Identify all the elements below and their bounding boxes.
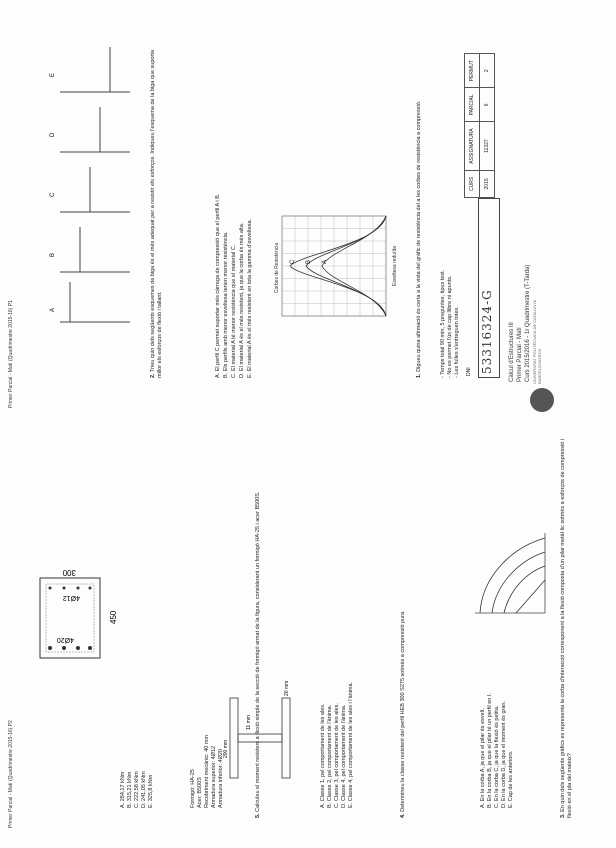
rc-section-figure — [20, 558, 135, 678]
beam-label: C — [50, 192, 56, 197]
course-title: Càlcul d'Estructures III — [509, 322, 515, 382]
answer-option[interactable]: C. 222,58 kNm — [134, 771, 140, 808]
answer-option[interactable]: D. El material A és el més resistent, ja que la corba és més alta. — [239, 222, 245, 378]
instruction-line: - Les fulles s'entreguen totes. — [454, 306, 460, 378]
data-line: Armadura inferior: 4Ø20 — [218, 749, 224, 808]
question-text: Trieu quin dels següents esquemes de biga és el més adequat per a resistir els esforços. Indiqueu l'esquema de la biga que suporta millor els esforços de flexió i tallant. — [150, 50, 163, 378]
interaction-curve — [516, 580, 545, 613]
chart-x-label: Esveltesa reduïda — [392, 245, 398, 287]
header-col: CURS — [465, 170, 480, 197]
curve-label: B — [306, 259, 312, 264]
question-number: 2. — [150, 373, 156, 378]
header-col: PERMUT — [465, 54, 480, 88]
header-val: 2 — [480, 54, 495, 88]
question-text: Determineu la classe resistent del perfil HEB 300 S275 sotmès a compressió pura. — [400, 610, 406, 812]
instruction-line: - Temps total 90 min, 5 preguntes, tipus test. — [440, 269, 446, 378]
dni-value: 53316324-G — [480, 289, 494, 374]
answer-option[interactable]: B. 315,21 kNm — [127, 771, 133, 808]
answer-option[interactable]: D. Classe 4, pel comportament de l'ànima. — [341, 704, 347, 808]
answer-option[interactable]: A. 284,17 kNm — [120, 771, 126, 808]
beam-label: A — [50, 307, 56, 312]
question-5-options — [120, 688, 155, 808]
header-col: PARCIAL — [465, 88, 480, 122]
answer-option[interactable]: A. En la corba A, ja que el pilar és esvelt. — [480, 708, 486, 808]
curve-label: C — [290, 259, 296, 264]
beam-label: B — [50, 252, 56, 257]
answer-option[interactable]: B. En la corba B, ja que el pilar té un perfil en I. — [487, 693, 493, 808]
instruction-line: - No es permet l'ús de cap llibre ni apunts. — [447, 275, 453, 378]
course-exam: Primer Parcial - Matí — [517, 327, 523, 382]
question-text: Calculeu el moment resistent a flexió simple de la secció de formigó armat de la figura, considerant un formigó HA-25 i acer B500S. — [255, 491, 261, 812]
header-val: II — [480, 88, 495, 122]
question-3 — [560, 438, 574, 818]
answer-option[interactable]: D. En la corba D, ja que el moment és gran. — [501, 701, 507, 808]
ibeam-dim: 200 mm — [223, 739, 229, 758]
ibeam-dim: 11 mm — [246, 715, 252, 730]
question-5-data — [190, 688, 225, 808]
beam-label: E — [50, 72, 56, 77]
answer-option[interactable]: B. Classe 2, pel comportament de l'ànima. — [327, 704, 333, 808]
answer-option[interactable]: E. 325,8 kNm — [148, 774, 154, 808]
page-footer: Primer Parcial - Matí (Quadrimestre 2015-16) P1 — [8, 300, 14, 408]
data-line: Recobriment mecànic: 40 mm — [204, 734, 210, 808]
header-val: 11327 — [480, 122, 495, 170]
answer-option[interactable]: C. El material A té menor resistència que el material C. — [231, 244, 237, 378]
section-dim: 300 — [62, 568, 76, 577]
bottom-flange — [282, 698, 290, 778]
answer-option[interactable]: A. El perfil C permet suportar més càrrega de compressió que el perfil A i B. — [215, 193, 221, 378]
beam-label: D — [50, 132, 56, 137]
question-number: 5. — [255, 813, 261, 818]
i-beam-section-figure — [220, 678, 305, 788]
bar-label: 4Ø12 — [62, 594, 80, 601]
answer-option[interactable]: B. Els perfils amb menor esveltesa tenen menor resistència. — [223, 231, 229, 378]
answer-option[interactable]: C. En la corba C, ja que la flexió és petita. — [494, 705, 500, 808]
ibeam-dim: 20 mm — [284, 680, 290, 696]
data-line: Armadura superior: 4Ø12 — [211, 745, 217, 808]
top-flange — [230, 698, 238, 778]
data-line: Formigó: HA-25 — [190, 769, 196, 808]
answer-option[interactable]: E. Classe 4, pel comportament de les ales i l'ànima. — [348, 681, 354, 808]
answer-option[interactable]: E. El material A és el més resistent en tota la gamma d'esveltesa. — [247, 218, 253, 378]
header-col: ASSIGNATURA — [465, 122, 480, 170]
question-number: 4. — [400, 813, 406, 818]
question-4-options — [320, 448, 355, 808]
university-name: UNIVERSITAT POLITÈCNICA DE CATALUNYA BARCELONATECH — [532, 299, 542, 384]
course-term: Curs 2015/2016 - 1r Quadrimestre (T-Tarda) — [525, 264, 531, 382]
answer-option[interactable]: C. Classe 3, pel comportament de les ales. — [334, 703, 340, 808]
question-4 — [400, 438, 407, 818]
section-dim: 450 — [109, 610, 118, 624]
data-line: Acer: B500S — [197, 777, 203, 808]
question-number: 3. — [560, 813, 566, 818]
answer-option[interactable]: D. 241,05 kNm — [141, 771, 147, 808]
curve-label: A — [322, 259, 328, 264]
answer-option[interactable]: A. Classe 1, pel comportament de les ales. — [320, 703, 326, 808]
question-text: Digueu quina afirmació és certa a la vista del gràfic de resistència del a les corbes de resistència a compressió. — [416, 100, 422, 372]
question-number: 1. — [416, 373, 422, 378]
answer-option[interactable]: E. Cap de les anteriors. — [508, 750, 514, 808]
question-text: En quin dels següents gràfics es representa la corba d'interacció corresponent a la flexió composta d'un pilar metàl·lic sotmès a esforços de compressió i flexió en el pla del mateix? — [560, 438, 573, 818]
dni-label: DNI — [466, 367, 472, 376]
page-footer: Primer Parcial - Matí (Quadrimestre 2015-16) P2 — [8, 720, 14, 828]
chart-title: Corbes de Resistència — [274, 242, 280, 294]
bar-label: 4Ø20 — [56, 636, 74, 643]
question-3-options — [480, 448, 515, 808]
header-val: 2015 — [480, 170, 495, 197]
section-outline — [40, 578, 100, 658]
question-5 — [255, 458, 262, 818]
